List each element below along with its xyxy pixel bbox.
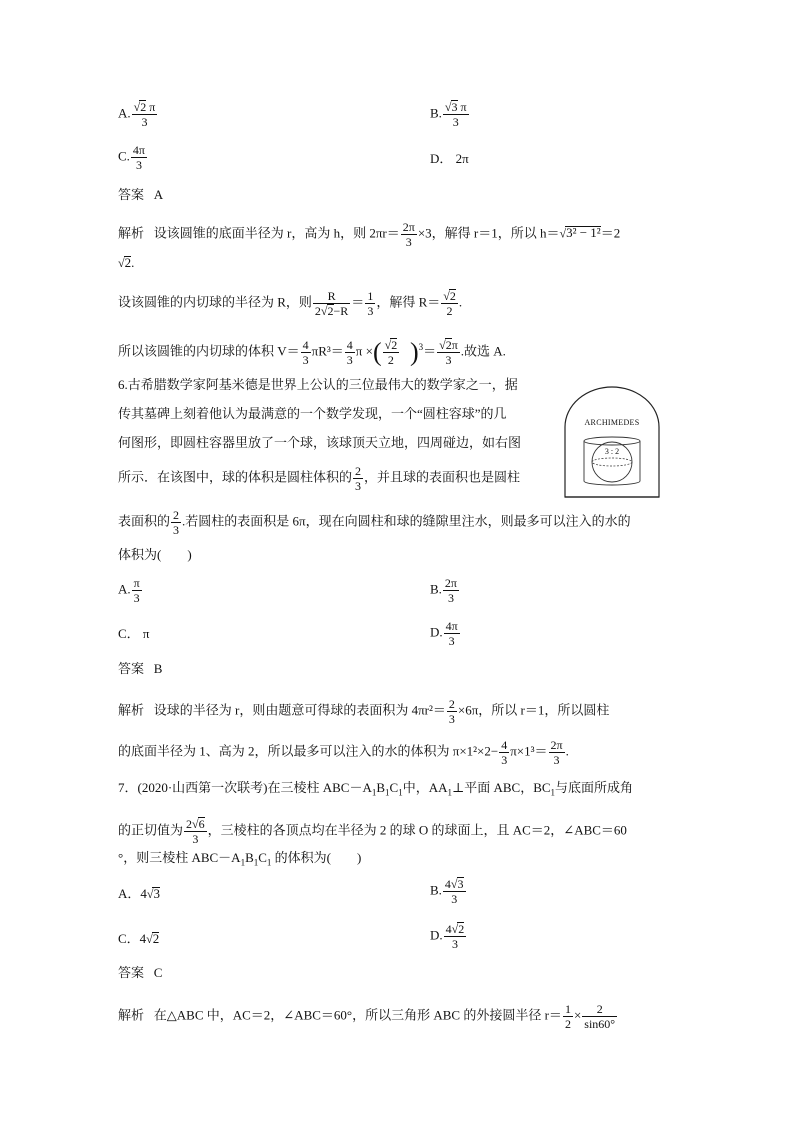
q5-solution-line-1: 解析 设该圆锥的底面半径为 r，高为 h，则 2πr＝ $\frac{2\pi}{3}$ ×3，解得 r＝1，所以 h＝√3² − 1²＝2 — [118, 220, 621, 249]
q6-solution-line-1: 解析 设球的半径为 r，则由题意可得球的表面积为 4πr²＝ $\frac{2}{3}$ ×6π，所以 r＝1，所以圆柱 — [118, 697, 610, 726]
q7-option-b: B. $\frac{4√3}{3}$ — [430, 877, 464, 906]
q7-stem-line-1: 7．(2020·山西第一次联考)在三棱柱 $ABC-A_1B_1C_1$中，$AA_1\perp$平面 ABC，$BC_1$与底面所成角 — [118, 780, 634, 798]
q7-option-c: C．4√2 — [118, 931, 160, 946]
q7-stem-line-3: °，则三棱柱 $ABC-A_1B_1C_1$ 的体积为( ) — [118, 850, 362, 868]
q5-answer: 答案 A — [118, 187, 164, 203]
q6-option-b: B. $\frac{2\pi}{3}$ — [430, 576, 457, 605]
q6-stem-line-6: 体积为( ) — [118, 547, 192, 562]
archimedes-title: ARCHIMEDES — [584, 418, 640, 427]
q7-option-a: A．4√3 — [118, 886, 160, 901]
q6-stem-line-2: 传其墓碑上刻着他认为最满意的一个数学发现，一个“圆柱容球”的几 — [118, 406, 507, 421]
q7-stem-line-2: 的正切值为 $\frac{2√6}{3}$ ，三棱柱的各顶点均在半径为 2 的球 O 的球面上，且 AC＝2，∠ABC＝60 — [118, 817, 627, 846]
q5-solution-line-4: 所以该圆锥的内切球的体积 V＝ $\frac{4}{3}$ πR³＝ $\frac{4}{3}$ π ×( $\frac{√2}{2}$ )$^3$＝ $\frac{√2\pi}{3}$ .故选 A. — [118, 337, 506, 367]
q7-solution-line-1: 解析 在△ABC 中，AC＝2，∠ABC＝60°，所以三角形 ABC 的外接圆半径 r＝ $\frac{1}{2}$ × $\frac{2}{\sin 60^\circ}$ — [118, 1002, 616, 1031]
q5-solution-line-2: √2. — [118, 255, 135, 270]
q6-stem-line-4: 所示．在该图中，球的体积是圆柱体积的 $\frac{2}{3}$ ，并且球的表面积也是圆柱 — [118, 464, 521, 493]
q7-option-d: D. $\frac{4√2}{3}$ — [430, 922, 465, 951]
q6-option-d: D. $\frac{4\pi}{3}$ — [430, 619, 458, 648]
q5-solution-line-3: 设该圆锥的内切球的半径为 R，则 $\frac{R}{2√2-R}$ ＝ $\frac{1}{3}$ ，解得 R＝ $\frac{√2}{2}$ . — [118, 289, 463, 318]
q5-option-b: B. $\frac{√3 \pi}{3}$ — [430, 100, 467, 129]
q5-option-a: A. $\frac{√2 \pi}{3}$ — [118, 100, 156, 129]
cylinder-top — [584, 437, 640, 445]
q6-stem-line-3: 何图形，即圆柱容器里放了一个球，该球顶天立地，四周碰边，如右图 — [118, 435, 522, 450]
q6-stem-line-1: 6.古希腊数学家阿基米德是世界上公认的三位最伟大的数学家之一，据 — [118, 377, 518, 392]
archimedes-figure — [562, 385, 662, 500]
sphere-equator — [592, 458, 632, 466]
q6-option-c: C． π — [118, 626, 150, 641]
q5-option-c: C. $\frac{4\pi}{3}$ — [118, 143, 145, 172]
q6-stem-line-5: 表面积的 $\frac{2}{3}$ .若圆柱的表面积是 6π，现在向圆柱和球的缝隙里注水，则最多可以注入的水的 — [118, 508, 631, 537]
q6-answer: 答案 B — [118, 661, 163, 677]
q5-option-d: D． 2π — [430, 151, 469, 166]
archimedes-figure-svg — [562, 385, 662, 500]
q6-option-a: A. $\frac{\pi}{3}$ — [118, 576, 140, 605]
q6-solution-line-2: 的底面半径为 1、高为 2，所以最多可以注入的水的体积为 π×1²×2− $\frac{4}{3}$ π×1³＝ $\frac{2\pi}{3}$ . — [118, 738, 569, 767]
archimedes-ratio: 3 : 2 — [604, 447, 620, 456]
q7-answer: 答案 C — [118, 965, 163, 981]
